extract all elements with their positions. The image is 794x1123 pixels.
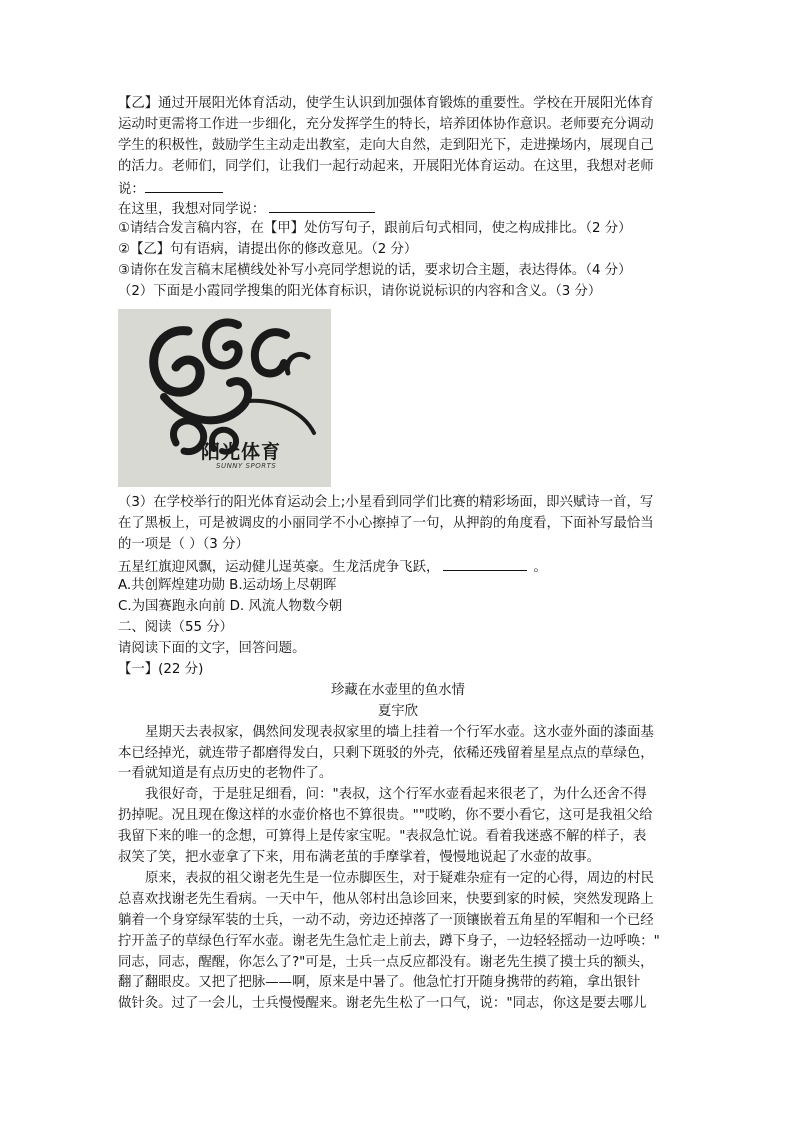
paragraph-line: 拧开盖子的草绿色行军水壶。谢老先生急忙走上前去，蹲下身子，一边轻轻摇动一边呼唤：" xyxy=(118,933,660,949)
question-item: ③请你在发言稿末尾横线处补写小亮同学想说的话，要求切合主题，表达得体。（4 分） xyxy=(118,263,632,279)
paragraph-line: 我留下来的唯一的念想，可算得上是传家宝呢。"表叔急忙说。看着我迷惑不解的样子，表 xyxy=(118,829,647,845)
question-line: （3）在学校举行的阳光体育运动会上;小星看到同学们比赛的精彩场面，即兴赋诗一首，写 xyxy=(118,494,654,510)
article-title: 珍藏在水壶里的鱼水情 xyxy=(331,682,465,698)
paragraph-line: 一看就知道是有点历史的老物件了。 xyxy=(118,766,333,782)
paragraph-line: 原来，表叔的祖父谢老先生是一位赤脚医生，对于疑难杂症有一定的心得，周边的村民 xyxy=(145,870,654,886)
question-line: 的一项是（ ）（3 分） xyxy=(118,536,249,552)
paragraph-line: 本已经掉光，就连带子都磨得发白，只剩下斑驳的外壳，依稀还残留着星星点点的草绿色， xyxy=(118,745,654,761)
question-item: ①请结合发言稿内容，在【甲】处仿写句子，跟前后句式相同，使之构成排比。（2 分） xyxy=(118,221,632,237)
question-line: 在了黑板上，可是被调皮的小丽同学不小心擦掉了一句，从押韵的角度看，下面补写最恰当 xyxy=(118,515,654,531)
poem-text: 五星红旗迎风飘，运动健儿逞英豪。生龙活虎争飞跃， xyxy=(118,559,440,575)
answer-blank xyxy=(145,178,223,193)
logo-title: 阳光体育 xyxy=(201,440,282,463)
article-author: 夏宇欣 xyxy=(377,703,419,719)
answer-blank xyxy=(443,556,527,571)
answer-blank xyxy=(269,198,375,213)
poem-line xyxy=(118,556,678,577)
say-students-label: 在这里，我想对同学说： xyxy=(118,202,266,218)
text-line: 运动时更需将工作进一步细化，充分发挥学生的特长，培养团体协作意识。老师要充分调动 xyxy=(118,116,654,132)
sunny-sports-logo xyxy=(118,309,331,487)
say-teacher-label: 说： xyxy=(118,181,145,197)
answer-line-students xyxy=(118,198,678,219)
question-item: （2）下面是小霞同学搜集的阳光体育标识，请你说说标识的内容和含义。（3 分） xyxy=(118,284,602,300)
text-line: 学生的积极性，鼓励学生主动走出教室，走向大自然，走到阳光下，走进操场内，展现自己 xyxy=(118,137,654,153)
paragraph-line: 扔掉呢。况且现在像这样的水壶价格也不算很贵。""哎哟，你不要小看它，这可是我祖父给 xyxy=(118,808,653,824)
answer-line-teacher xyxy=(118,178,678,199)
paragraph-line: 总喜欢找谢老先生看病。一天中午，他从邻村出急诊回来，快要到家的时候，突然发现路上 xyxy=(118,891,654,907)
paragraph-line: 同志，同志，醒醒，你怎么了?"可是，士兵一点反应都没有。谢老先生摸了摸士兵的额头， xyxy=(118,954,654,970)
section-heading: 二、阅读（55 分） xyxy=(118,620,234,636)
logo-subtitle: SUNNY SPORTS xyxy=(216,461,277,470)
option-line: A.共创辉煌建功勋 B.运动场上尽朝晖 xyxy=(118,578,337,594)
reading-instruction: 请阅读下面的文字，回答问题。 xyxy=(118,641,306,657)
poem-end: 。 xyxy=(533,559,547,575)
paragraph-line: 星期天去表叔家，偶然间发现表叔家里的墙上挂着一个行军水壶。这水壶外面的漆面基 xyxy=(145,724,654,740)
paragraph-line: 做针灸。过了一会儿，士兵慢慢醒来。谢老先生松了一口气，说："同志，你这是要去哪儿 xyxy=(118,996,647,1012)
text-line: 的活力。老师们，同学们，让我们一起行动起来，开展阳光体育运动。在这里，我想对老师 xyxy=(118,158,654,174)
paragraph-line: 翻了翻眼皮。又把了把脉——啊，原来是中暑了。他急忙打开随身携带的药箱，拿出银针 xyxy=(118,975,641,991)
option-line: C.为国赛跑永向前 D. 风流人物数今朝 xyxy=(118,599,343,615)
paragraph-line: 躺着一个身穿绿军装的士兵，一动不动，旁边还掉落了一顶镶嵌着五角星的军帽和一个已经 xyxy=(118,912,654,928)
document-page xyxy=(118,94,678,1015)
paragraph-line: 叔笑了笑，把水壶拿了下来，用布满老茧的手摩挲着，慢慢地说起了水壶的故事。 xyxy=(118,850,601,866)
part-heading: 【一】(22 分) xyxy=(118,662,204,678)
text-line: 【乙】通过开展阳光体育活动，使学生认识到加强体育锻炼的重要性。学校在开展阳光体育 xyxy=(118,96,654,111)
paragraph-line: 我很好奇，于是驻足细看，问："表叔，这个行军水壶看起来很老了，为什么还舍不得 xyxy=(145,787,647,803)
question-item: ②【乙】句有语病，请提出你的修改意见。（2 分） xyxy=(118,242,418,258)
